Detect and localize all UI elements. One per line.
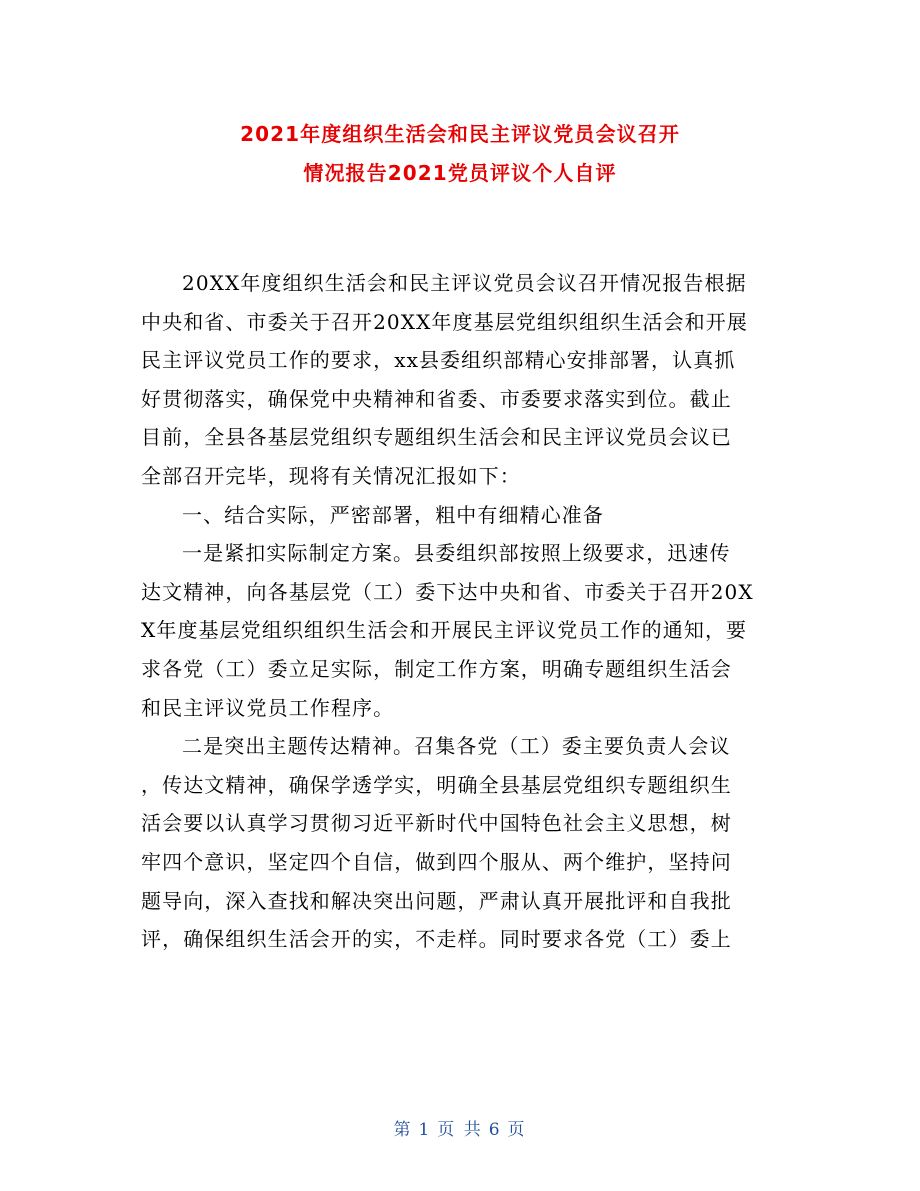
section-heading: 一、结合实际，严密部署，粗中有细精心准备 — [182, 502, 604, 527]
total-pages: 6 — [488, 1120, 502, 1140]
body-line: 民主评议党员工作的要求，xx县委组织部精心安排部署，认真抓 — [141, 348, 736, 373]
document-title — [100, 115, 820, 192]
body-line: 和民主评议党员工作程序。 — [141, 695, 395, 720]
body-line: 好贯彻落实，确保党中央精神和省委、市委要求落实到位。截止 — [141, 386, 732, 411]
page-footer — [0, 1115, 920, 1140]
title-line-2: 情况报告2021党员评议个人自评 — [303, 160, 617, 185]
body-line: 活会要以认真学习贯彻习近平新时代中国特色社会主义思想，树 — [141, 811, 732, 836]
body-line: 20XX年度组织生活会和民主评议党员会议召开情况报告根据 — [182, 271, 747, 295]
body-line: 二是突出主题传达精神。召集各党（工）委主要负责人会议 — [182, 734, 731, 759]
body-line: 目前，全县各基层党组织专题组织生活会和民主评议党员会议已 — [141, 425, 732, 450]
page-number: 1 — [418, 1120, 432, 1140]
body-line: ，传达文精神，确保学透学实，明确全县基层党组织专题组织生 — [141, 772, 732, 797]
body-line: 达文精神，向各基层党（工）委下达中央和省、市委关于召开20X — [141, 579, 754, 604]
footer-prefix: 第 — [393, 1120, 413, 1140]
title-line-1: 2021年度组织生活会和民主评议党员会议召开 — [240, 122, 680, 146]
body-line: 一是紧扣实际制定方案。县委组织部按照上级要求，迅速传 — [182, 541, 731, 566]
body-line: 评，确保组织生活会开的实，不走样。同时要求各党（工）委上 — [141, 927, 732, 952]
document-body — [141, 264, 781, 959]
footer-middle: 页 共 — [437, 1120, 483, 1140]
body-line: 全部召开完毕，现将有关情况汇报如下： — [141, 463, 521, 488]
body-line: 牢四个意识，坚定四个自信，做到四个服从、两个维护，坚持问 — [141, 849, 732, 874]
body-line: X年度基层党组织组织生活会和开展民主评议党员工作的通知，要 — [141, 618, 748, 643]
body-line: 求各党（工）委立足实际，制定工作方案，明确专题组织生活会 — [141, 656, 732, 681]
body-line: 中央和省、市委关于召开20XX年度基层党组织组织生活会和开展 — [141, 309, 748, 334]
footer-suffix: 页 — [507, 1120, 527, 1140]
body-line: 题导向，深入查找和解决突出问题，严肃认真开展批评和自我批 — [141, 888, 732, 913]
